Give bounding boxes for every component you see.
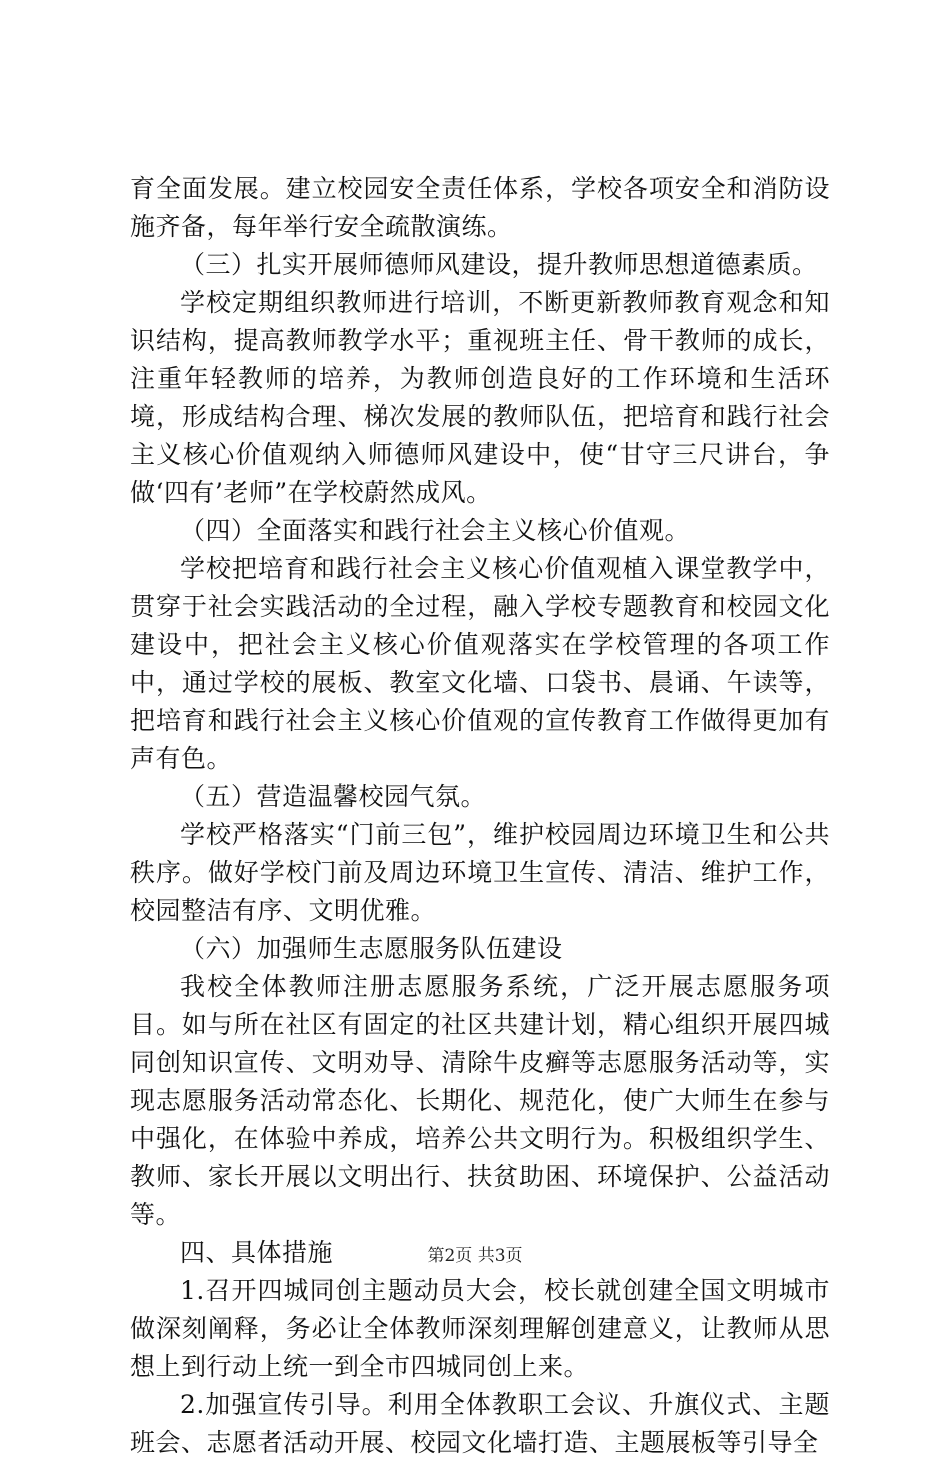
paragraph-volunteer-service: 我校全体教师注册志愿服务系统，广泛开展志愿服务项目。如与所在社区有固定的社区共建计划，精心组织开展四城同创知识宣传、文明劝导、清除牛皮癣等志愿服务活动等，实现志愿服务活动常态化、长期化、规范化，使广大师生在参与中强化，在体验中养成，培养公共文明行为。积极组织学生、教师、家长开展以文明出行、扶贫助困、环境保护、公益活动等。 [130,972,830,1229]
section-heading-4: （四）全面落实和践行社会主义核心价值观。 [180,516,691,545]
section-heading-3: （三）扎实开展师德师风建设，提升教师思想道德素质。 [180,250,818,279]
section-heading-5: （五）营造温馨校园气氛。 [180,782,487,811]
document-body [130,170,830,1462]
section-heading-measures: 四、具体措施 [180,1238,334,1267]
section-heading-6: （六）加强师生志愿服务队伍建设 [180,934,563,963]
measure-item-2: 2.加强宣传引导。利用全体教职工会议、升旗仪式、主题班会、志愿者活动开展、校园文化墙打造、主题展板等引导全 [130,1390,830,1457]
paragraph-1: 育全面发展。建立校园安全责任体系，学校各项安全和消防设施齐备，每年举行安全疏散演练。 [130,174,830,241]
paragraph-core-values: 学校把培育和践行社会主义核心价值观植入课堂教学中，贯穿于社会实践活动的全过程，融入学校专题教育和校园文化建设中，把社会主义核心价值观落实在学校管理的各项工作中，通过学校的展板、教室文化墙、口袋书、晨诵、午读等，把培育和践行社会主义核心价值观的宣传教育工作做得更加有声有色。 [130,554,830,773]
page-number-label: 第2页 共3页 [427,1246,523,1266]
page-footer [0,1244,950,1268]
paragraph-teacher-training: 学校定期组织教师进行培训，不断更新教师教育观念和知识结构，提高教师教学水平；重视班主任、骨干教师的成长，注重年轻教师的培养，为教师创造良好的工作环境和生活环境，形成结构合理、梯次发展的教师队伍，把培育和践行社会主义核心价值观纳入师德师风建设中，使“甘守三尺讲台，争做‘四有’老师”在学校蔚然成风。 [130,288,830,507]
measure-item-1: 1.召开四城同创主题动员大会，校长就创建全国文明城市做深刻阐释，务必让全体教师深刻理解创建意义，让教师从思想上到行动上统一到全市四城同创上来。 [130,1276,830,1381]
paragraph-campus-environment: 学校严格落实“门前三包”，维护校园周边环境卫生和公共秩序。做好学校门前及周边环境卫生宣传、清洁、维护工作，校园整洁有序、文明优雅。 [130,820,830,925]
